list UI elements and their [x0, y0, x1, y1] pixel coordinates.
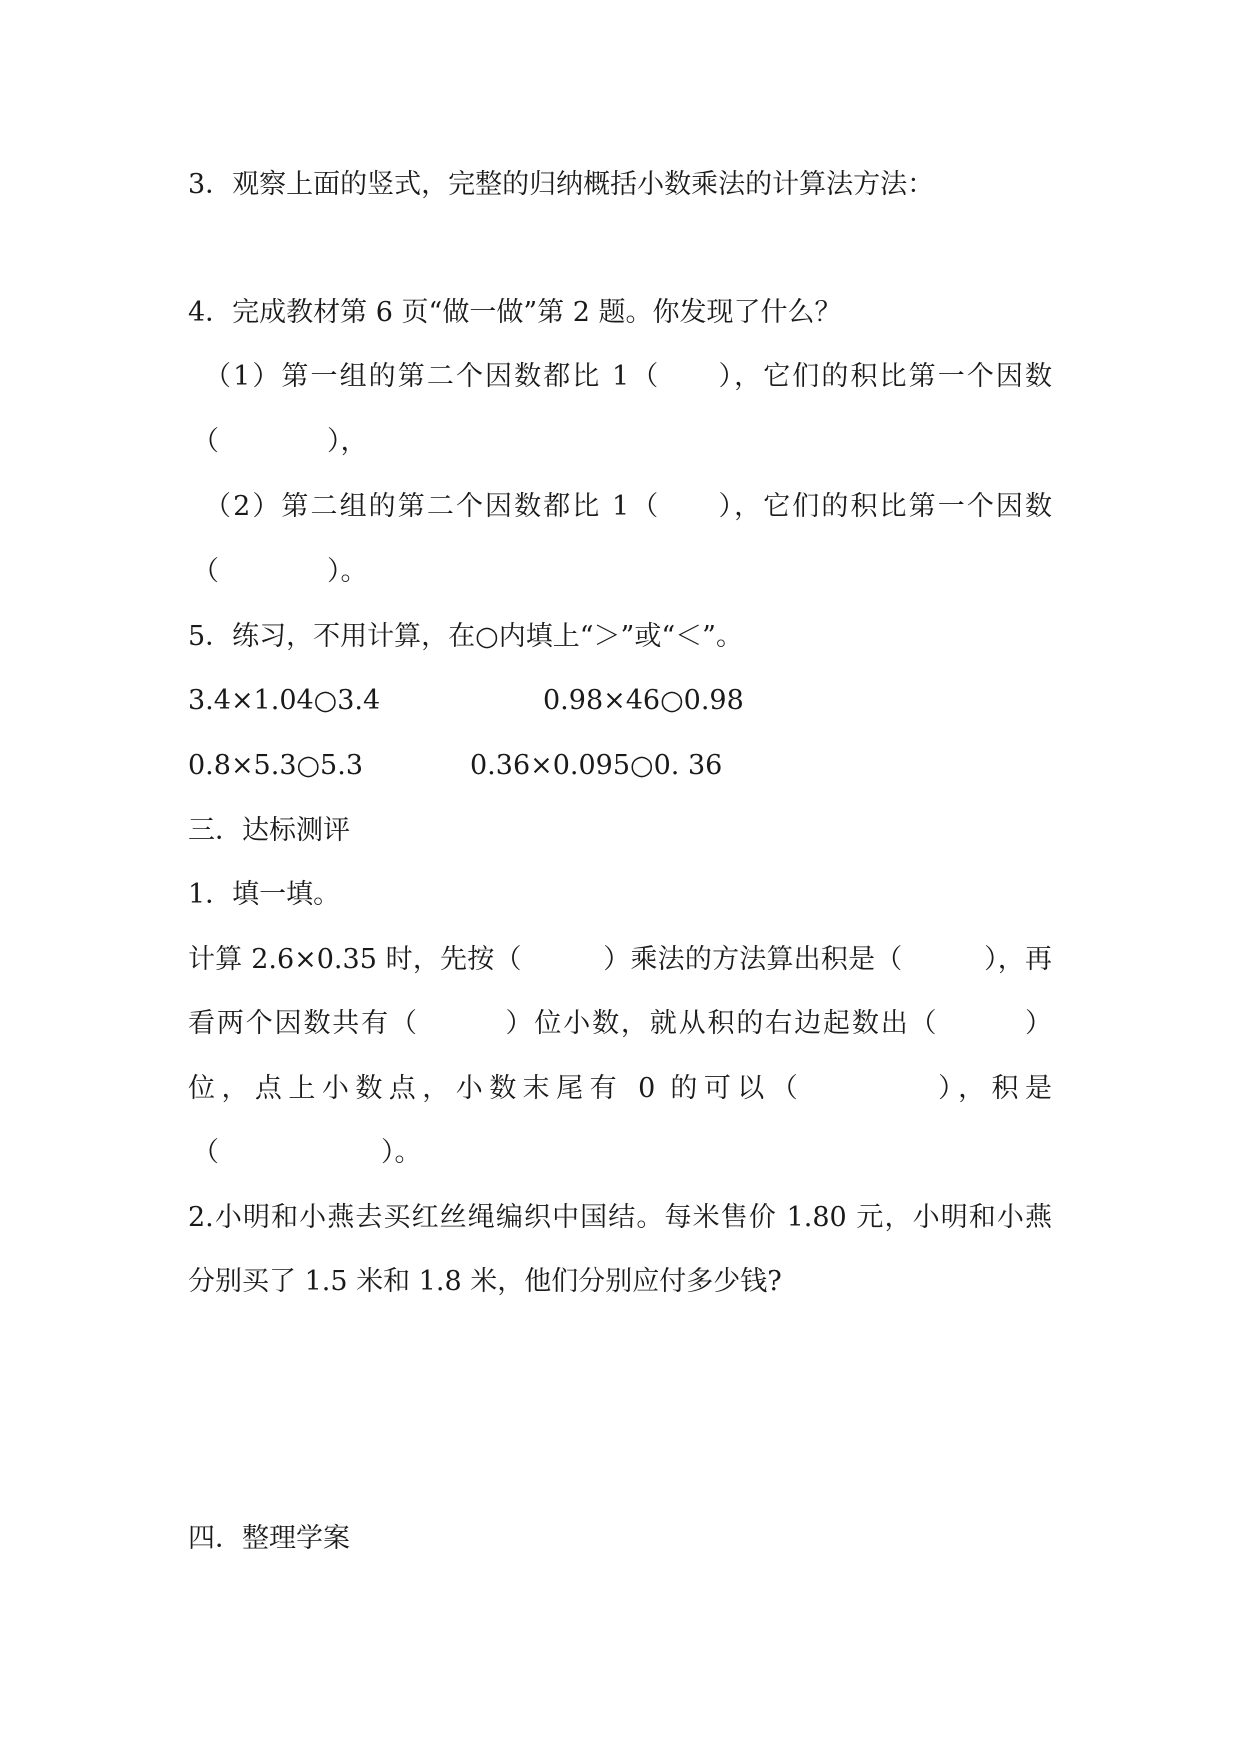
comparison-2: 0.98×46○0.98 [543, 685, 744, 716]
question-4: 4．完成教材第 6 页“做一做”第 2 题。你发现了什么？ [188, 297, 842, 328]
fill-in-line-1: 计算 2.6×0.35 时，先按（ ）乘法的方法算出积是（ ），再 [188, 944, 1052, 975]
comparison-4: 0.36×0.095○0. 36 [470, 750, 723, 781]
question-3: 3．观察上面的竖式，完整的归纳概括小数乘法的计算法方法： [188, 169, 935, 200]
section-4-heading: 四．整理学案 [188, 1523, 350, 1554]
comparison-1: 3.4×1.04○3.4 [188, 685, 381, 716]
fill-in-line-4: （ ）。 [192, 1137, 422, 1168]
question-4-part-2-blank: （ ）。 [192, 556, 368, 587]
word-problem-line-2: 分别买了 1.5 米和 1.8 米，他们分别应付多少钱? [188, 1266, 782, 1297]
question-4-part-1: （1）第一组的第二个因数都比 1（ ），它们的积比第一个因数 [204, 361, 1052, 392]
section-3-heading: 三．达标测评 [188, 815, 350, 846]
question-4-part-2: （2）第二组的第二个因数都比 1（ ），它们的积比第一个因数 [204, 491, 1052, 522]
comparison-3: 0.8×5.3○5.3 [188, 750, 363, 781]
fill-in-line-2: 看两个因数共有（ ）位小数，就从积的右边起数出（ ） [188, 1008, 1052, 1039]
word-problem-line-1: 2.小明和小燕去买红丝绳编织中国结。每米售价 1.80 元，小明和小燕 [188, 1202, 1052, 1233]
question-4-part-1-blank: （ ）， [192, 426, 368, 457]
fill-in-heading: 1．填一填。 [188, 879, 341, 910]
fill-in-line-3: 位，点上小数点，小数末尾有 0 的可以（ ），积是 [188, 1073, 1052, 1104]
question-5: 5．练习，不用计算，在○内填上“＞”或“＜”。 [188, 621, 743, 652]
